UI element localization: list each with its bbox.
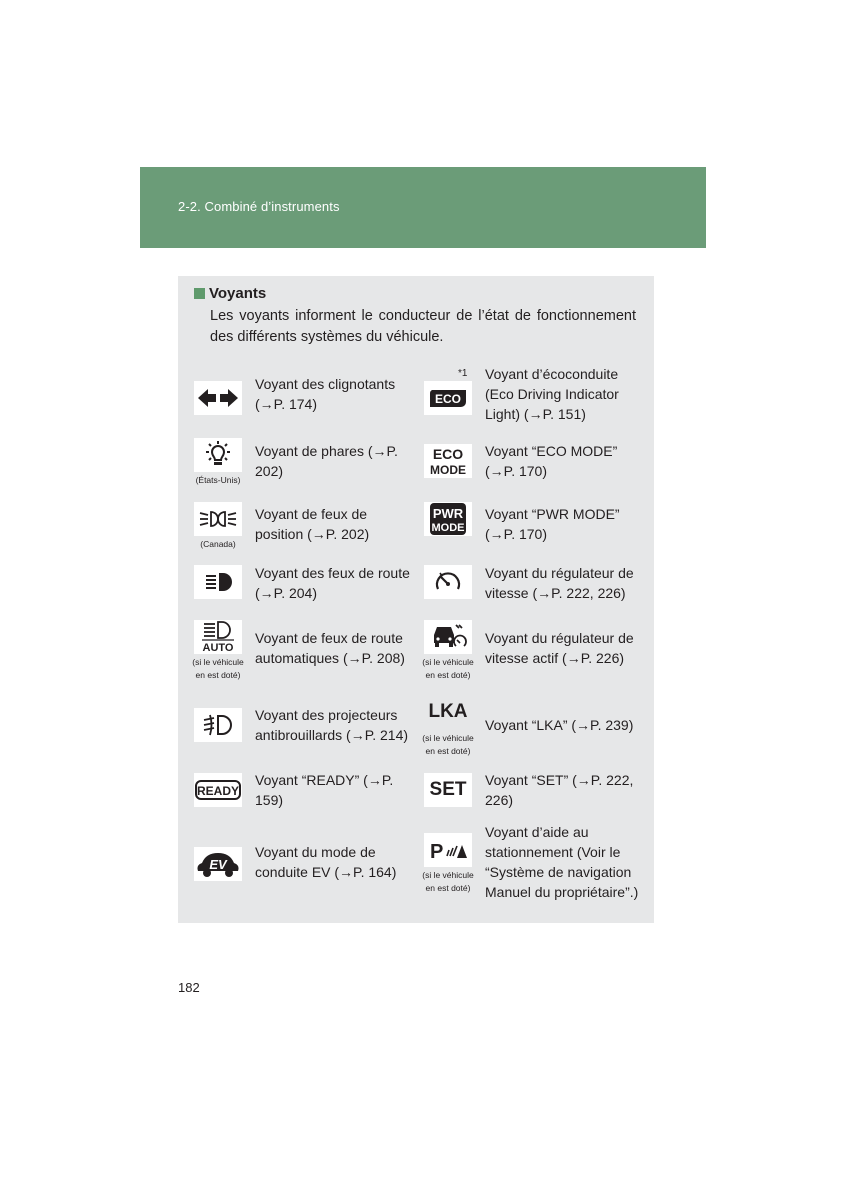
ev-text: EV: [209, 857, 227, 872]
eco-icon: [424, 381, 472, 415]
eco-desc: Voyant d’écoconduite (Eco Driving Indicator Light) (→P. 151): [485, 366, 619, 422]
section-heading: [194, 285, 266, 302]
set-icon: [424, 773, 472, 807]
auto-text: AUTO: [202, 642, 234, 653]
lka-note: (si le véhicule en est doté): [422, 733, 474, 756]
parking-assist-icon: [424, 833, 472, 867]
ready-desc: Voyant “READY” (→P. 159): [255, 772, 394, 808]
pwr-mode-icon: [424, 502, 472, 536]
parking-assist-desc: Voyant d’aide au stationnement (Voir le “Système de navigation Manuel du propriétaire”.): [485, 824, 639, 900]
eco-text: ECO: [434, 392, 462, 406]
turn-signal-desc: Voyant des clignotants (→P. 174): [255, 376, 396, 412]
lka-icon: [424, 697, 472, 727]
indicators-panel: [178, 276, 654, 923]
section-intro: Les voyants informent le conducteur de l’état de fonctionnement des différents systèmes du véhicule.: [210, 308, 636, 345]
chapter-title: 2-2. Combiné d’instruments: [178, 199, 340, 214]
fog-light-desc: Voyant des projecteurs antibrouillards (→P. 214): [255, 707, 409, 743]
position-light-desc: Voyant de feux de position (→P. 202): [255, 506, 370, 542]
eco-mode-desc: Voyant “ECO MODE” (→P. 170): [485, 443, 618, 479]
lka-desc: Voyant “LKA” (→P. 239): [485, 717, 634, 733]
page-number: 182: [178, 980, 200, 995]
ready-text: READY: [196, 784, 240, 798]
headlight-note: (États-Unis): [195, 475, 241, 485]
section-heading-text: Voyants: [209, 285, 267, 302]
set-desc: Voyant “SET” (→P. 222, 226): [485, 772, 634, 808]
parking-assist-note: (si le véhicule en est doté): [422, 870, 474, 893]
cruise-active-note: (si le véhicule en est doté): [422, 657, 474, 680]
lka-text: LKA: [428, 701, 468, 722]
eco-footnote: *1: [458, 368, 468, 379]
pwr-mode-desc: Voyant “PWR MODE” (→P. 170): [485, 506, 620, 542]
chapter-header: [140, 167, 706, 248]
turn-signal-icon: [194, 381, 242, 415]
cruise-active-icon: [424, 620, 472, 654]
high-beam-desc: Voyant des feux de route (→P. 204): [255, 565, 410, 601]
cruise-control-icon: [424, 565, 472, 599]
position-light-icon: [194, 502, 242, 536]
parking-p-text: P: [430, 841, 444, 863]
set-text: SET: [429, 779, 467, 800]
pwr-text-2: MODE: [431, 522, 465, 534]
fog-light-icon: [194, 708, 242, 742]
high-beam-icon: [194, 565, 242, 599]
headlight-icon: [194, 438, 242, 472]
auto-high-beam-note: (si le véhicule en est doté): [192, 657, 244, 680]
ev-mode-desc: Voyant du mode de conduite EV (→P. 164): [255, 844, 397, 880]
ready-icon: [194, 773, 242, 807]
cruise-control-desc: Voyant du régulateur de vitesse (→P. 222, 226): [485, 565, 634, 601]
eco-mode-text-1: ECO: [432, 446, 464, 462]
cruise-active-desc: Voyant du régulateur de vitesse actif (→P. 226): [485, 630, 634, 666]
auto-high-beam-icon: [194, 620, 242, 654]
eco-mode-text-2: MODE: [430, 463, 466, 477]
position-light-note: (Canada): [200, 539, 236, 549]
auto-high-beam-desc: Voyant de feux de route automatiques (→P. 208): [255, 630, 405, 666]
eco-mode-icon: [424, 444, 472, 478]
ev-mode-icon: [194, 847, 242, 881]
headlight-desc: Voyant de phares (→P. 202): [255, 443, 398, 479]
square-bullet-icon: [194, 288, 205, 299]
pwr-text-1: PWR: [432, 506, 464, 521]
